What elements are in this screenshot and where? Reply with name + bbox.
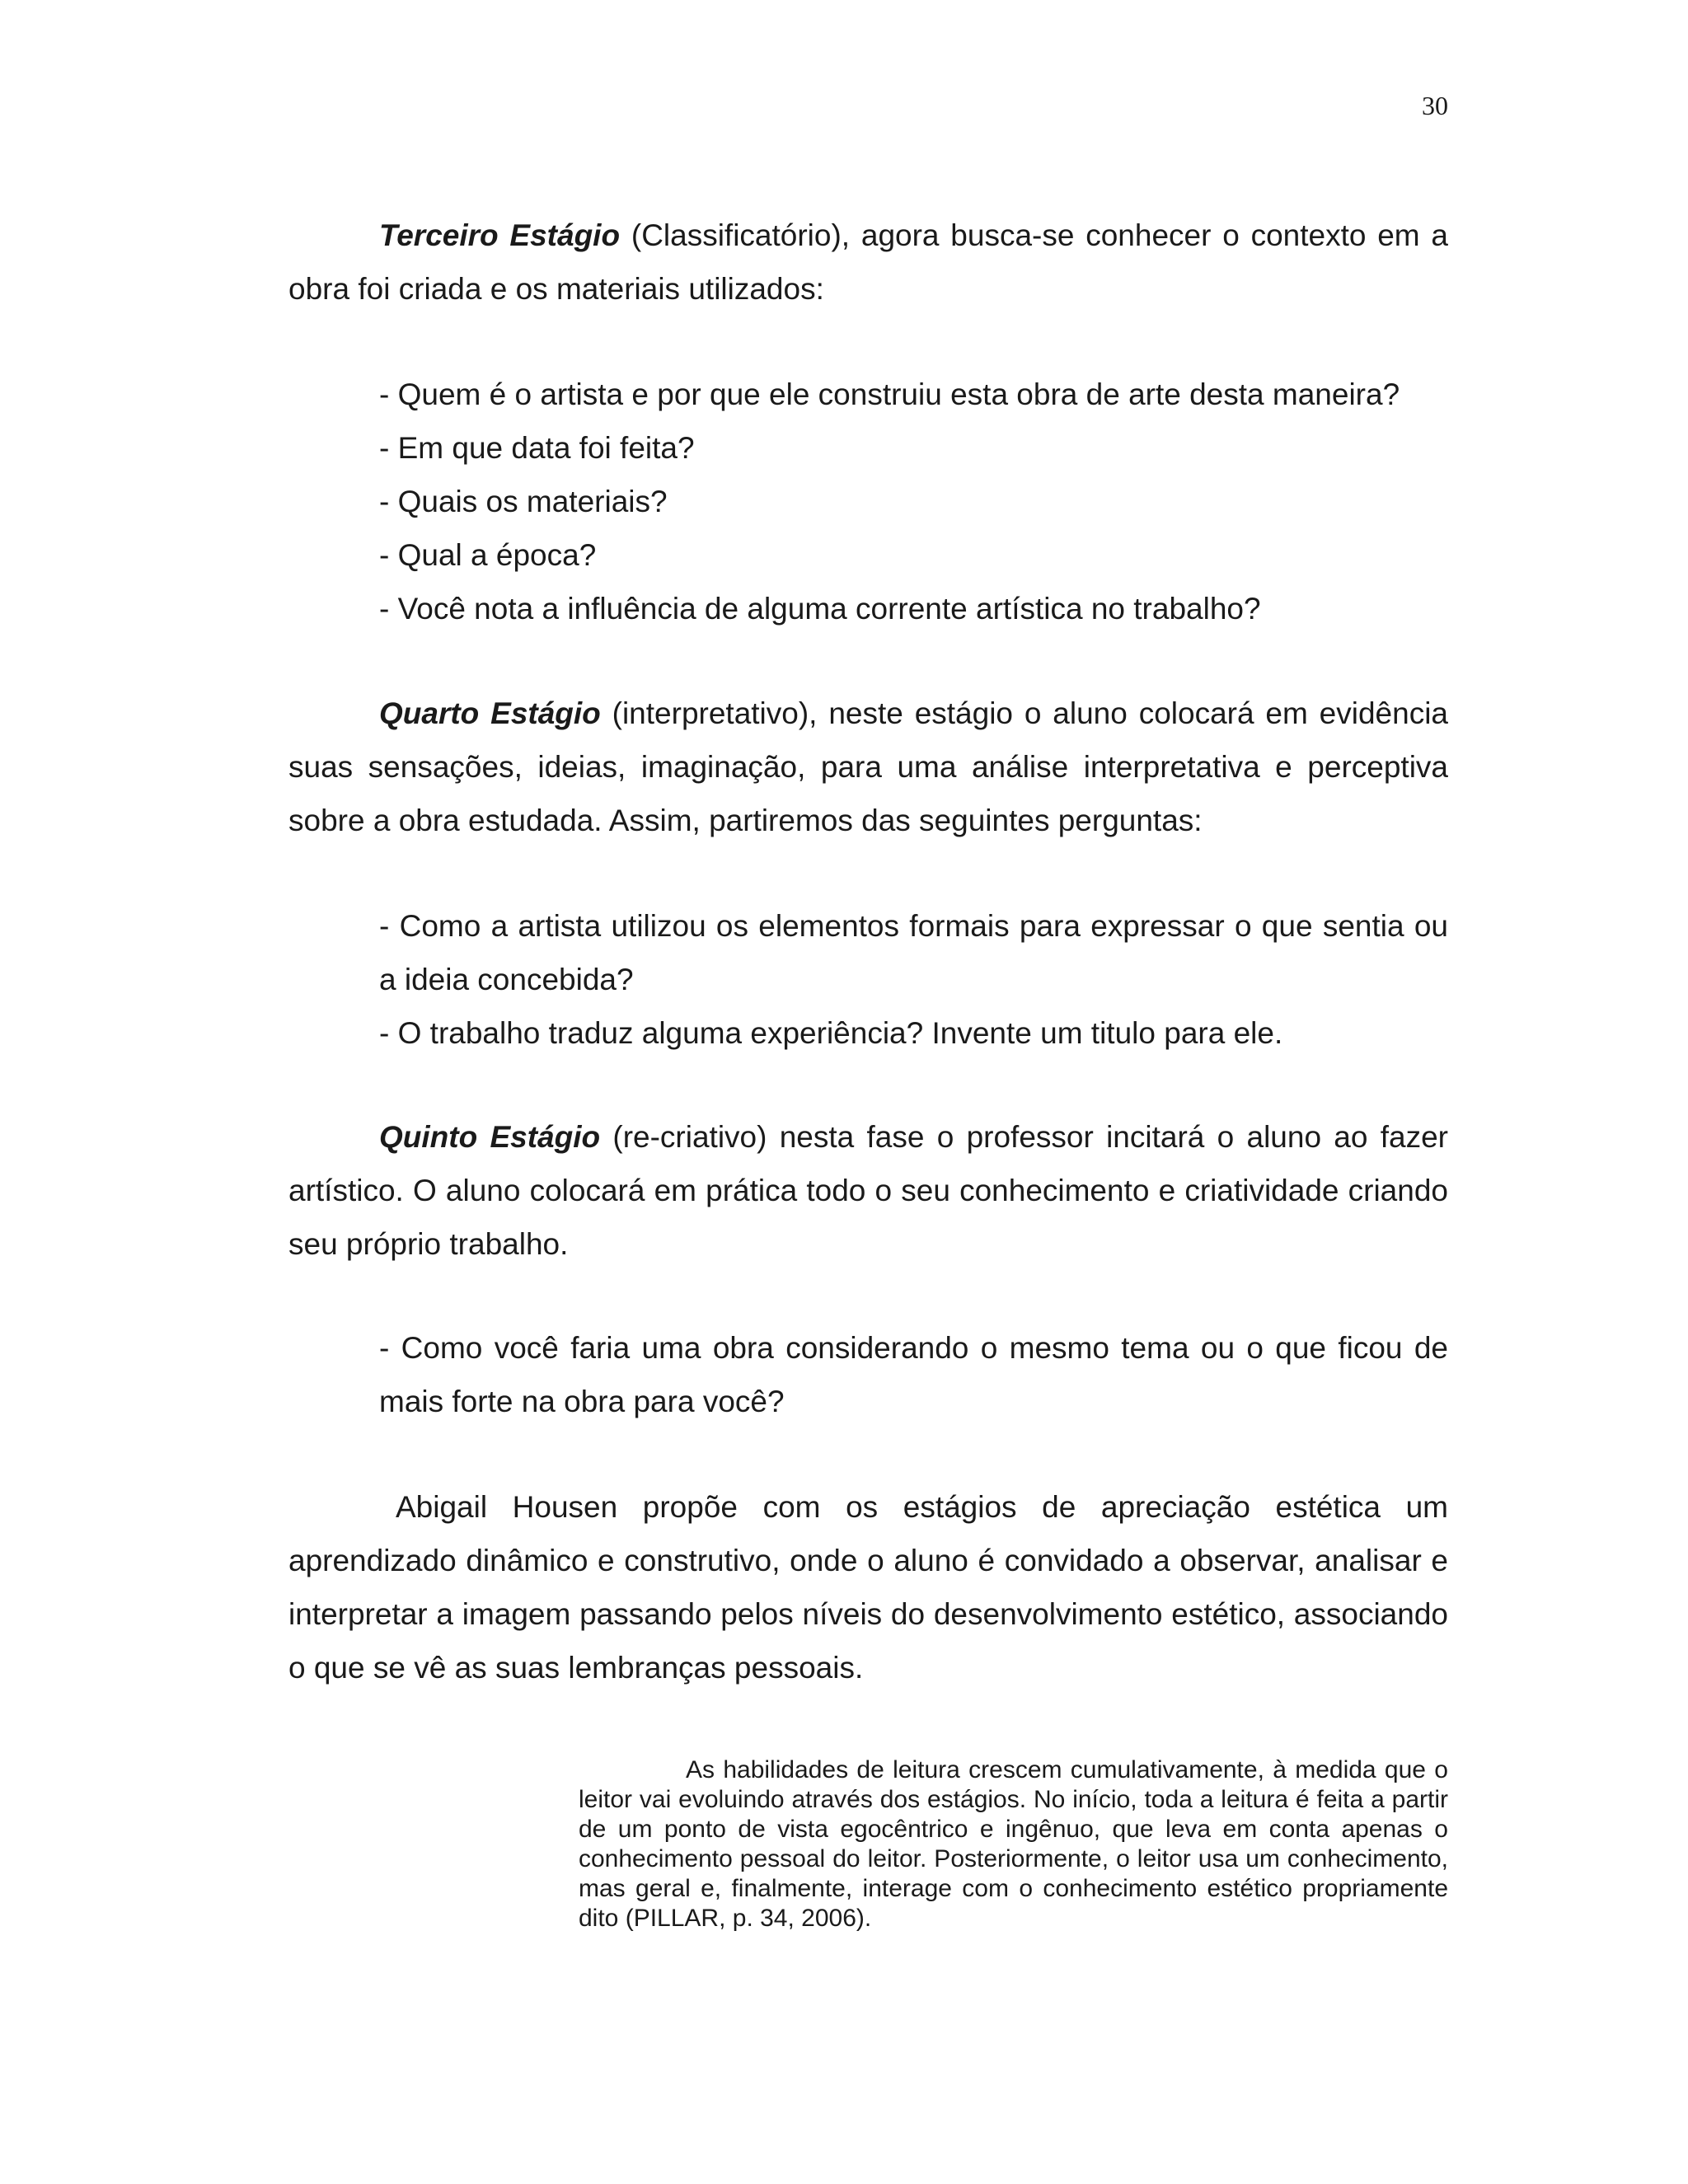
paragraph-text: Abigail Housen propõe com os estágios de apreciação estética um aprendizado dinâmico e construtivo, onde o aluno é convidado a observar, analisar e interpretar a imagem passando pelos níveis do desenvolvimento estético, associando o que se vê as suas lembranças pessoais.: [288, 1490, 1448, 1685]
list-item: - Como você faria uma obra considerando o mesmo tema ou o que ficou de mais forte na obra para você?: [379, 1331, 1448, 1418]
quote-text: As habilidades de leitura crescem cumulativamente, à medida que o leitor vai evoluindo através dos estágios. No início, toda a leitura é feita a partir de um ponto de vista egocêntrico e ingênuo, que leva em conta apenas o conhecimento pessoal do leitor. Posteriormente, o leitor usa um conhecimento, mas geral e, finalmente, interage com o conhecimento estético propriamente dito (PILLAR, p. 34, 2006).: [579, 1756, 1448, 1932]
paragraph-conclusion: [288, 1480, 1448, 1694]
questions-quinto-estagio: [288, 1321, 1448, 1428]
block-quote: [579, 1755, 1448, 1933]
paragraph-terceiro-estagio: [288, 209, 1448, 316]
section-title: Terceiro Estágio: [379, 218, 621, 252]
list-item: - Você nota a influência de alguma corrente artística no trabalho?: [379, 592, 1261, 626]
section-quarto-estagio: [288, 687, 1448, 847]
section-terceiro-estagio: [288, 209, 1448, 316]
list-item: - Como a artista utilizou os elementos formais para expressar o que sentia ou a ideia concebida?: [379, 909, 1448, 996]
paragraph-quinto-estagio: [288, 1110, 1448, 1271]
page-number: 30: [1422, 91, 1448, 120]
paragraph-text: (interpretativo), neste estágio o aluno colocará em evidência suas sensações, ideias, imaginação, para uma análise interpretativa e perceptiva sobre a obra estudada. Assim, partiremos das seguintes perguntas:: [288, 696, 1448, 837]
paragraph-text: (re-criativo) nesta fase o professor incitará o aluno ao fazer artístico. O aluno colocará em prática todo o seu conhecimento e criatividade criando seu próprio trabalho.: [288, 1120, 1448, 1261]
section-title: Quinto Estágio: [379, 1120, 601, 1154]
paragraph-text: (Classificatório), agora busca-se conhecer o contexto em a obra foi criada e os materiais utilizados:: [288, 218, 1448, 306]
section-title: Quarto Estágio: [379, 696, 601, 730]
list-item: - O trabalho traduz alguma experiência? Invente um titulo para ele.: [379, 1016, 1283, 1050]
list-item: - Qual a época?: [379, 538, 597, 572]
list-item: - Quais os materiais?: [379, 485, 668, 518]
questions-terceiro-estagio: [288, 368, 1448, 635]
section-quinto-estagio: [288, 1110, 1448, 1271]
paragraph-quarto-estagio: [288, 687, 1448, 847]
section-conclusion: [288, 1480, 1448, 1694]
list-item: - Quem é o artista e por que ele construiu esta obra de arte desta maneira?: [379, 377, 1400, 411]
questions-quarto-estagio: [288, 899, 1448, 1060]
list-item: - Em que data foi feita?: [379, 431, 695, 465]
